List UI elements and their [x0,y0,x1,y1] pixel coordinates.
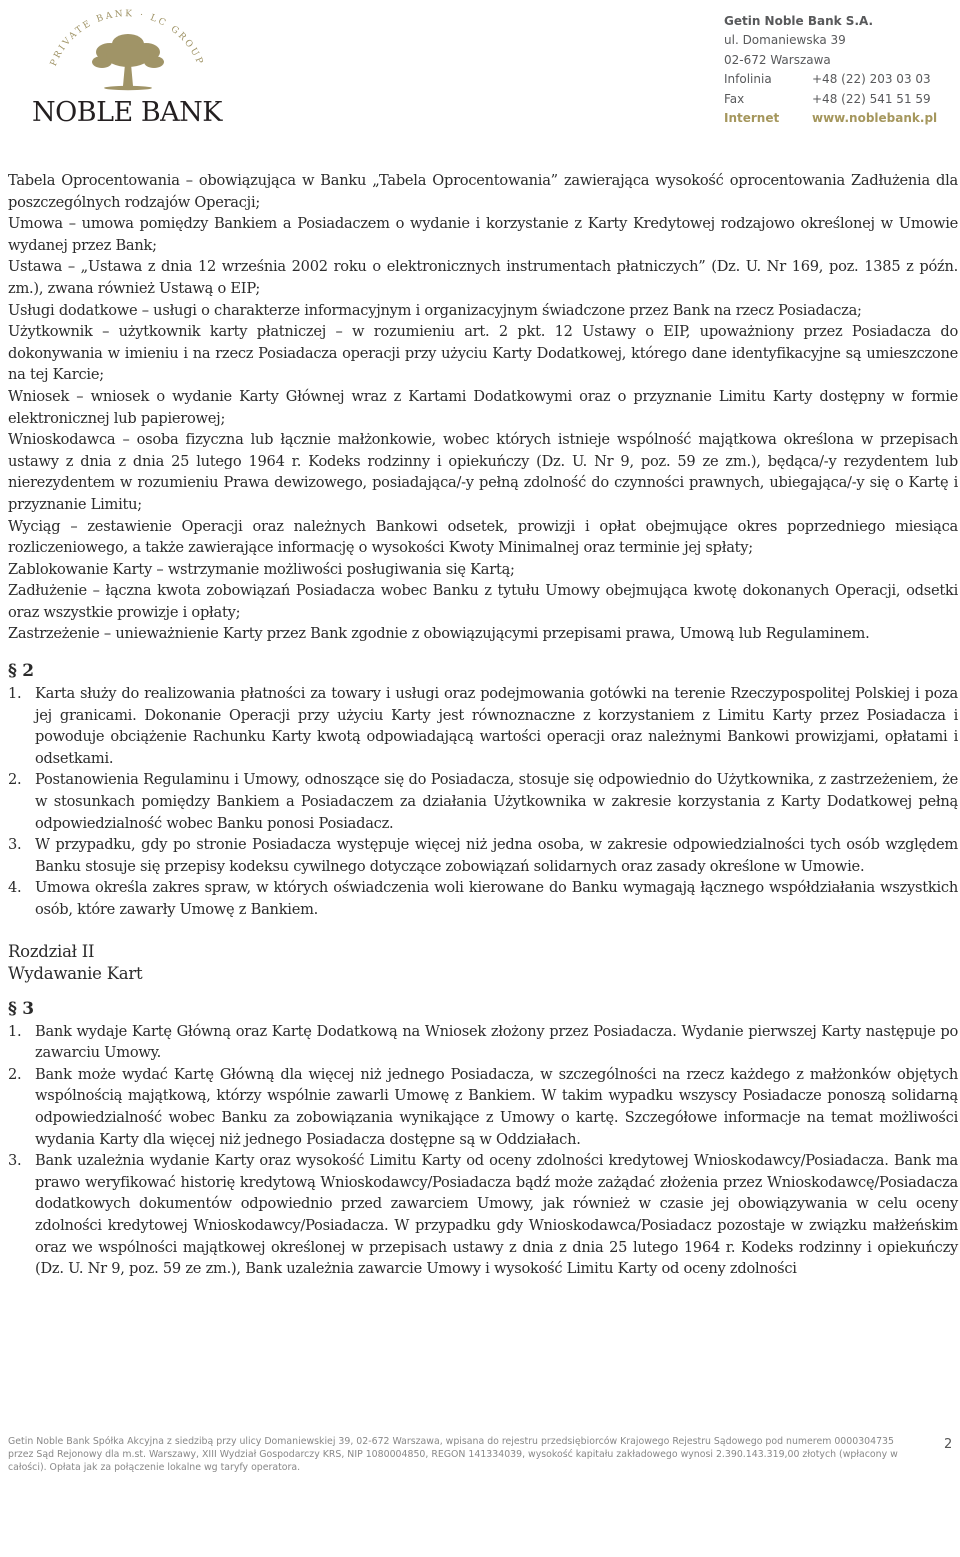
chapter-subtitle: Wydawanie Kart [8,963,143,983]
document-body [8,170,958,1280]
item-number: 4. [8,879,22,897]
section-3-list [8,1021,958,1280]
section-heading-2: § 2 [8,661,34,682]
tree-icon [92,34,164,90]
item-text: Bank uzależnia wydanie Karty oraz wysokość Limitu Karty od oceny zdolności kredytowej Wnioskodawcy/Posiadacza. Bank ma prawo weryfikować historię kredytową Wnioskodawcy/Posiadacza bądź może zażądać złożenia przez Wnioskodawcę/Posiadacza dodatkowych dokumentów odpowiednio przed zawarciem Umowy, jak również w czasie jej obowiązywania w celu oceny zdolności kredytowej Wnioskodawcy/Posiadacza. W przypadku gdy Wnioskodawca/Posiadacz pozostaje w związku małżeńskim oraz we wspólności majątkowej określonej w przepisach ustawy z dnia z dnia 25 lutego 1964 r. Kodeks rodzinny i opiekuńczy (Dz. U. Nr 9, poz. 59 ze zm.), Bank uzależnia zawarcie Umowy i wysokość Limitu Karty od oceny zdolności [35,1152,958,1278]
web-row [724,109,954,128]
definition-item: Wnioskodawca – osoba fizyczna lub łącznie małżonkowie, wobec których istnieje wspólność majątkowa określona w przepisach ustawy z dnia z dnia 25 lutego 1964 r. Kodeks rodzinny i opiekuńczy (Dz. U. Nr 9, poz. 59 ze zm.), będąca/-y rezydentem lub nierezydentem w rozumieniu Prawa dewizowego, posiadająca/-y pełną zdolność do czynności prawnych, ubiegająca/-y się o Kartę i przyznanie Limitu; [8,431,958,513]
list-item [8,769,958,834]
web-link[interactable]: www.noblebank.pl [812,111,938,126]
chapter-title: Rozdział II [8,941,95,961]
definition-item: Usługi dodatkowe – usługi o charakterze informacyjnym i organizacyjnym świadczone przez Bank na rzecz Posiadacza; [8,301,862,319]
definition-item: Zastrzeżenie – unieważnienie Karty przez Bank zgodnie z obowiązującymi przepisami prawa, Umową lub Regulaminem. [8,625,870,643]
logo-arc-text: PRIVATE BANK · LC GROUP [48,9,206,68]
address-city: 02-672 Warszawa [724,52,831,67]
contact-block [724,12,954,128]
item-text: Bank może wydać Kartę Główną dla więcej niż jednego Posiadacza, w szczególności na rzecz każdego z małżonków objętych wspólnością majątkową, którzy wspólnie zawarli Umowę z Bankiem. W takim wypadku wszyscy Posiadacze ponoszą solidarną odpowiedzialność wobec Banku za zobowiązania wynikające z Umowy o kartę. Szczegółowe informacje na temat możliwości wydania Karty dla więcej niż jednego Posiadacza dostępne są w Oddziałach. [35,1065,958,1148]
item-number: 1. [8,685,22,703]
definition-item: Użytkownik – użytkownik karty płatniczej – w rozumieniu art. 2 pkt. 12 Ustawy o EIP, upoważniony przez Posiadacza do dokonywania w imieniu i na rzecz Posiadacza operacji przy użyciu Karty Dodatkowej, którego dane identyfikacyjne są umieszczone na tej Karcie; [8,323,958,384]
list-item [8,1150,958,1280]
phone-label: Infolinia [724,72,772,87]
company-name: Getin Noble Bank S.A. [724,14,874,28]
section-heading-3: § 3 [8,998,34,1019]
item-number: 1. [8,1022,22,1040]
definition-item: Umowa – umowa pomiędzy Bankiem a Posiadaczem o wydanie i korzystanie z Karty Kredytowej rodzajowo określonej w Umowie wydanej przez Bank; [8,215,958,254]
item-text: Umowa określa zakres spraw, w których oświadczenia woli kierowane do Banku wymagają łącznego współdziałania wszystkich osób, które zawarły Umowę z Bankiem. [35,879,958,918]
item-number: 2. [8,1065,22,1083]
list-item [8,877,958,920]
definition-item: Ustawa – „Ustawa z dnia 12 września 2002 roku o elektronicznych instrumentach płatniczych” (Dz. U. Nr 169, poz. 1385 z późn. zm.), zwana również Ustawą o EIP; [8,258,958,297]
list-item [8,1021,958,1064]
item-text: Bank wydaje Kartę Główną oraz Kartę Dodatkową na Wniosek złożony przez Posiadacza. Wydanie pierwszej Karty następuje po zawarciu Umowy. [35,1022,958,1062]
phone-number: +48 (22) 203 03 03 [812,72,931,87]
definition-item: Tabela Oprocentowania – obowiązująca w Banku „Tabela Oprocentowania” zawierająca wysokość oprocentowania Zadłużenia dla poszczególnych rodzajów Operacji; [8,172,958,211]
item-number: 2. [8,771,22,789]
phone-row [724,70,954,89]
page-header [0,0,960,150]
logo-wordmark: NOBLE BANK [32,97,222,128]
chapter-heading [8,941,958,985]
definitions-list [8,170,958,645]
definition-item: Wyciąg – zestawienie Operacji oraz należnych Bankowi odsetek, prowizji i opłat obejmujące okres poprzedniego miesiąca rozliczeniowego, a także zawierające informację o wysokości Kwoty Minimalnej oraz terminie jej spłaty; [8,517,958,557]
definition-item: Zadłużenie – łączna kwota zobowiązań Posiadacza wobec Banku z tytułu Umowy obejmująca kwotę dokonanych Operacji, odsetki oraz wszystkie prowizje i opłaty; [8,582,958,621]
item-number: 3. [8,1152,22,1170]
item-text: Postanowienia Regulaminu i Umowy, odnoszące się do Posiadacza, stosuje się odpowiednio do Użytkownika, z zastrzeżeniem, że w stosunkach pomiędzy Bankiem a Posiadaczem za działania Użytkownika w zakresie korzystania z Karty Dodatkowej pełną odpowiedzialność wobec Banku ponosi Posiadacz. [35,771,958,832]
item-text: W przypadku, gdy po stronie Posiadacza występuje więcej niż jedna osoba, w zakresie odpowiedzialności tych osób względem Banku stosuje się przepisy kodeksu cywilnego dotyczące zobowiązań solidarnych oraz zasady określone w Umowie. [35,836,958,875]
list-item [8,834,958,877]
fax-label: Fax [724,91,745,106]
web-label: Internet [724,111,780,126]
item-text: Karta służy do realizowania płatności za towary i usługi oraz podejmowania gotówki na terenie Rzeczypospolitej Polskiej i poza jej granicami. Dokonanie Operacji przy użyciu Karty jest równoznaczne z korzystaniem z Limitu Karty przez Posiadacza i powoduje obciążenie Rachunku Karty kwotą odpowiadającą wartości operacji oraz należnymi Bankowi prowizjami, opłatami i odsetkami. [35,685,958,767]
legal-footer: Getin Noble Bank Spółka Akcyjna z siedzibą przy ulicy Domaniewskiej 39, 02-672 Warszawa, wpisana do rejestru przedsiębiorców Krajowego Rejestru Sądowego pod numerem 0000304735 przez Sąd Rejonowy dla m.st. Warszawy, XIII Wydział Gospodarczy KRS, NIP 1080004850, REGON 141334039, wysokość kapitału zakładowego wynosi 2.390.143.319,00 złotych (wpłacony w całości). Opłata jak za połączenie lokalne wg taryfy operatora. [8,1436,898,1473]
item-number: 3. [8,836,22,854]
list-item [8,683,958,769]
page-number: 2 [944,1437,953,1452]
definition-item: Zablokowanie Karty – wstrzymanie możliwości posługiwania się Kartą; [8,560,515,578]
noble-bank-logo [30,8,225,133]
section-2-list [8,683,958,921]
fax-number: +48 (22) 541 51 59 [812,91,931,106]
definition-item: Wniosek – wniosek o wydanie Karty Głównej wraz z Kartami Dodatkowymi oraz o przyznanie Limitu Karty dostępny w formie elektronicznej lub papierowej; [8,387,958,427]
list-item [8,1064,958,1150]
address-street: ul. Domaniewska 39 [724,33,846,48]
fax-row [724,90,954,109]
